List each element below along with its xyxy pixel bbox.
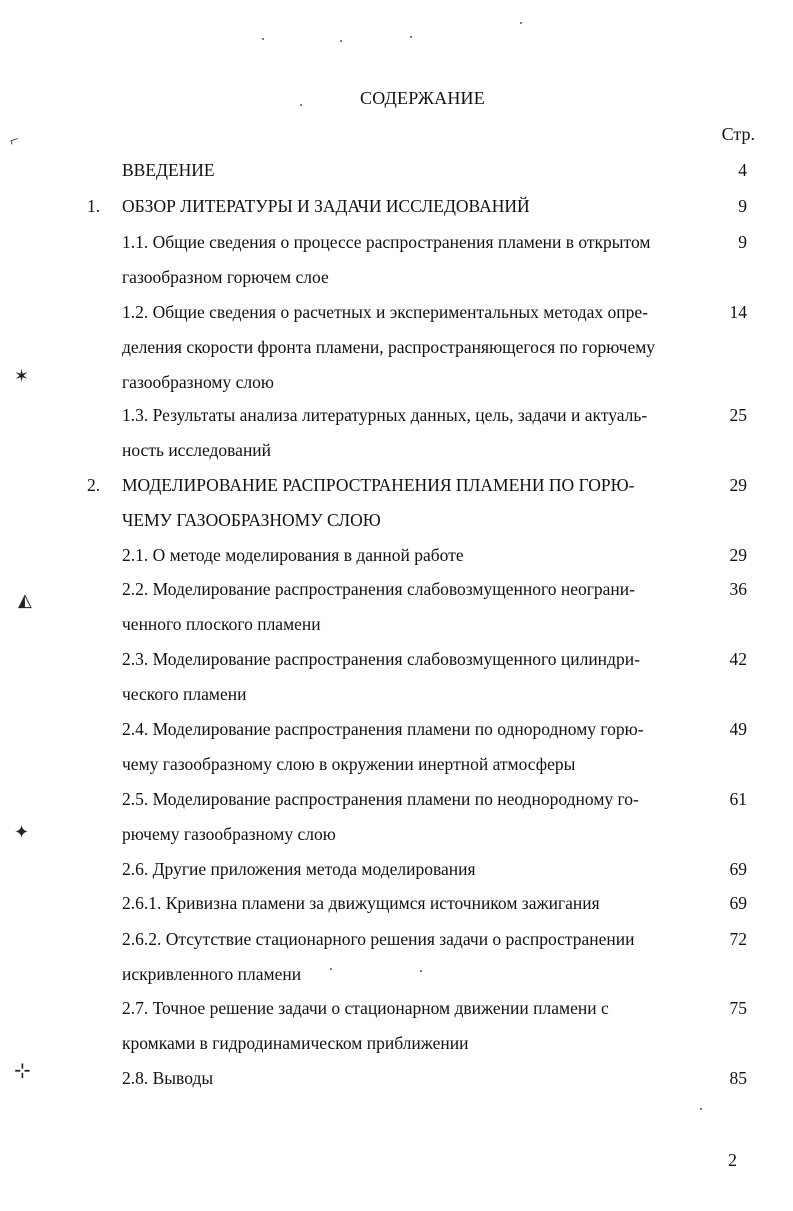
- toc-entry-title-line: 2.5. Моделирование распространения пламени по неоднородному го-: [122, 789, 639, 809]
- toc-entry-number: 1.: [87, 196, 101, 216]
- toc-entry-page: 72: [729, 929, 747, 949]
- toc-entry-page: 14: [729, 302, 747, 322]
- toc-entry-page: 49: [729, 719, 747, 739]
- toc-entry-title-line: 2.8. Выводы: [122, 1068, 214, 1088]
- toc-entry-title-line: 1.1. Общие сведения о процессе распространения пламени в открытом: [122, 232, 651, 252]
- toc-entry-page: 61: [729, 789, 747, 809]
- toc-entry-title-line: чему газообразному слою в окружении инертной атмосферы: [122, 754, 576, 774]
- toc-entry-page: 69: [729, 893, 747, 913]
- toc-entry-page: 29: [729, 545, 747, 565]
- scan-speck: [520, 22, 522, 24]
- scan-mark-icon: ⊹: [14, 1060, 31, 1082]
- toc-entry-title-line: 1.2. Общие сведения о расчетных и экспериментальных методах опре-: [122, 302, 649, 322]
- scan-mark-icon: ✦: [14, 822, 30, 842]
- toc-entry-page: 29: [729, 475, 747, 495]
- toc-entry-title-line: 2.6.2. Отсутствие стационарного решения задачи о распространении: [122, 929, 635, 949]
- page-column-label: Стр.: [721, 124, 755, 144]
- scan-speck: [420, 970, 422, 972]
- toc-entry-title-line: ВВЕДЕНИЕ: [122, 160, 215, 180]
- toc-entry-title-line: ОБЗОР ЛИТЕРАТУРЫ И ЗАДАЧИ ИССЛЕДОВАНИЙ: [122, 196, 530, 216]
- toc-entry-number: 2.: [87, 475, 101, 495]
- toc-entry-title-line: газообразному слою: [122, 372, 274, 392]
- scan-mark-icon: ⌐: [7, 130, 22, 151]
- toc-entry-title-line: ческого пламени: [122, 684, 247, 704]
- toc-entry-title-line: кромками в гидродинамическом приближении: [122, 1033, 469, 1053]
- toc-entry-title-line: МОДЕЛИРОВАНИЕ РАСПРОСТРАНЕНИЯ ПЛАМЕНИ ПО ГОРЮ-: [122, 475, 635, 495]
- toc-entry-title-line: 2.1. О методе моделирования в данной работе: [122, 545, 464, 565]
- toc-entry-title-line: 2.2. Моделирование распространения слабовозмущенного неограни-: [122, 579, 635, 599]
- scan-mark-icon: ✶: [14, 366, 30, 386]
- toc-entry-title-line: 2.7. Точное решение задачи о стационарном движении пламени с: [122, 998, 609, 1018]
- toc-entry-page: 69: [729, 859, 747, 879]
- toc-entry-title-line: искривленного пламени: [122, 964, 302, 984]
- toc-entry-title-line: 1.3. Результаты анализа литературных данных, цель, задачи и актуаль-: [122, 405, 648, 425]
- toc-entry-title-line: 2.3. Моделирование распространения слабовозмущенного цилиндри-: [122, 649, 640, 669]
- toc-entry-title-line: газообразном горючем слое: [122, 267, 329, 287]
- toc-entry-page: 4: [738, 160, 747, 180]
- toc-entry-title-line: 2.4. Моделирование распространения пламени по однородному горю-: [122, 719, 644, 739]
- toc-entry-title-line: ность исследований: [122, 440, 272, 460]
- toc-entry-page: 42: [729, 649, 747, 669]
- toc-entry-title-line: 2.6. Другие приложения метода моделирования: [122, 859, 476, 879]
- toc-entry-title-line: 2.6.1. Кривизна пламени за движущимся источником зажигания: [122, 893, 600, 913]
- toc-entry-title-line: ЧЕМУ ГАЗООБРАЗНОМУ СЛОЮ: [122, 510, 381, 530]
- toc-entry-page: 9: [738, 232, 747, 252]
- toc-entry-page: 36: [729, 579, 747, 599]
- scan-speck: [700, 1108, 702, 1110]
- toc-entry-title-line: деления скорости фронта пламени, распространяющегося по горючему: [122, 337, 656, 357]
- toc-entry-page: 9: [738, 196, 747, 216]
- toc-entry-page: 25: [729, 405, 747, 425]
- scan-speck: [340, 40, 342, 42]
- scan-speck: [330, 968, 332, 970]
- scan-speck: [410, 36, 412, 38]
- toc-entry-page: 75: [729, 998, 747, 1018]
- toc-entry-title-line: рючему газообразному слою: [122, 824, 336, 844]
- scan-speck: [300, 104, 302, 106]
- page-number: 2: [728, 1150, 737, 1170]
- page-title: СОДЕРЖАНИЕ: [360, 88, 485, 108]
- toc-entry-title-line: ченного плоского пламени: [122, 614, 321, 634]
- scan-speck: [262, 38, 264, 40]
- toc-entry-page: 85: [729, 1068, 747, 1088]
- scan-mark-icon: ◭: [18, 590, 32, 610]
